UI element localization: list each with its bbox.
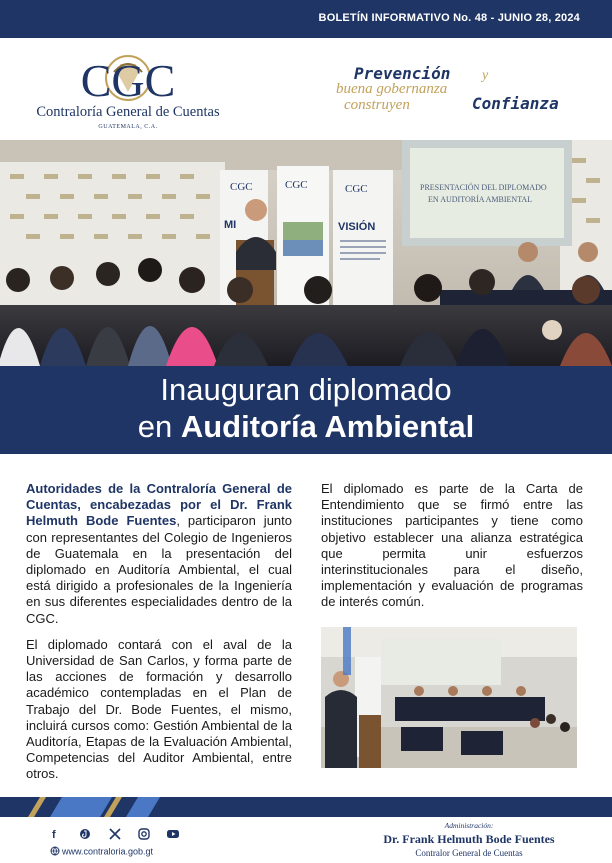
hero-photo [0, 140, 612, 366]
slogan-word-gobernanza: buena gobernanza [336, 81, 448, 97]
screen-title-line-2: EN AUDITORÍA AMBIENTAL [428, 195, 533, 204]
banner-logo-text-3: CGC [345, 183, 368, 195]
blue-stripe-2 [126, 797, 160, 817]
article-lead: Autoridades de la Contraloría General de Cuentas, encabezadas por el Dr. Frank Helmuth Bode Fuentes [26, 481, 292, 529]
speaker-head [245, 199, 267, 221]
article-column-left [26, 481, 292, 793]
mission-banner-text: MI [224, 219, 237, 231]
header [0, 38, 612, 140]
secondary-photo [321, 627, 577, 768]
room-head-table [395, 697, 545, 721]
headline-line-2-prefix: en [137, 409, 173, 444]
svg-text:f: f [52, 829, 56, 841]
headline-banner [0, 366, 612, 454]
org-city: GUATEMALA, C.A. [98, 124, 158, 130]
tiktok-icon[interactable] [78, 827, 92, 841]
admin-label: Administración: [444, 821, 494, 830]
website-link[interactable] [50, 846, 153, 858]
footer-band [0, 797, 612, 817]
article-column-right [321, 481, 583, 621]
article-paragraph-3: El diplomado es parte de la Carta de Entendimiento que se firmó entre las instituciones participantes y tiene como objetivo establecer una alianza estratégica que permita unir esfuerzos interinstitucionales para el diseño, implementación y evaluación de programas de interés común. [321, 481, 583, 610]
cgc-logo [28, 52, 228, 132]
facebook-icon[interactable] [48, 827, 62, 841]
room-podium [359, 715, 381, 768]
vision-banner-text: VISIÓN [338, 221, 376, 233]
administration-block [374, 821, 564, 858]
globe-icon [50, 846, 60, 858]
x-icon[interactable] [108, 827, 122, 841]
youtube-icon[interactable] [166, 827, 180, 841]
flower-arrangement [542, 320, 562, 340]
article-paragraph-2: El diplomado contará con el aval de la Universidad de San Carlos, y forma parte de las acciones de formación y desarrollo académico contempladas en el Plan de Trabajo del Dr. Bode Fuentes, el mismo, incluirá cursos como: Gestión Ambiental de la Auditoría, Etapas de la Evaluación Ambiental, Competencias del Auditor Ambiental, entre otros. [26, 636, 292, 782]
admin-name: Dr. Frank Helmuth Bode Fuentes [383, 832, 555, 846]
monogram-text: CGC [80, 55, 176, 104]
slogan-word-prevencion: Prevención [354, 64, 451, 83]
banner-logo-text-2: CGC [285, 179, 308, 191]
blue-stripe-1 [50, 797, 112, 817]
footer [0, 797, 612, 863]
org-name: Contraloría General de Cuentas [36, 104, 220, 120]
banner-logo-text-1: CGC [230, 181, 253, 193]
slogan-word-y: y [482, 68, 489, 83]
headline-line-2 [0, 409, 612, 445]
slogan-word-construyen: construyen [344, 97, 410, 113]
article-paragraph-1 [26, 481, 292, 627]
gold-stripe-1 [28, 797, 46, 817]
top-bar [0, 0, 612, 38]
room-screen [381, 639, 501, 685]
cgc-monogram-emblem [28, 52, 228, 104]
admin-title: Contralor General de Cuentas [415, 848, 523, 858]
headline-line-1: Inauguran diplomado [160, 372, 452, 407]
slogan [336, 64, 586, 124]
bulletin-number: BOLETÍN INFORMATIVO No. 48 - JUNIO 28, 2024 [318, 12, 580, 24]
slogan-word-confianza: Confianza [472, 94, 559, 113]
article-paragraph-1-rest: , participaron junto con representantes del Colegio de Ingenieros de Guatemala en la presentación del diplomado en Auditoría Ambiental, el cual está dirigido a profesionales de la Ingeniería en sus diferentes especialidades dentro de la CGC. [26, 513, 292, 626]
headline-line-2-bold: Auditoría Ambiental [180, 409, 475, 444]
instagram-icon[interactable] [137, 827, 151, 841]
website-url: www.contraloria.gob.gt [62, 846, 154, 857]
screen-title-line-1: PRESENTACIÓN DEL DIPLOMADO [420, 183, 547, 192]
